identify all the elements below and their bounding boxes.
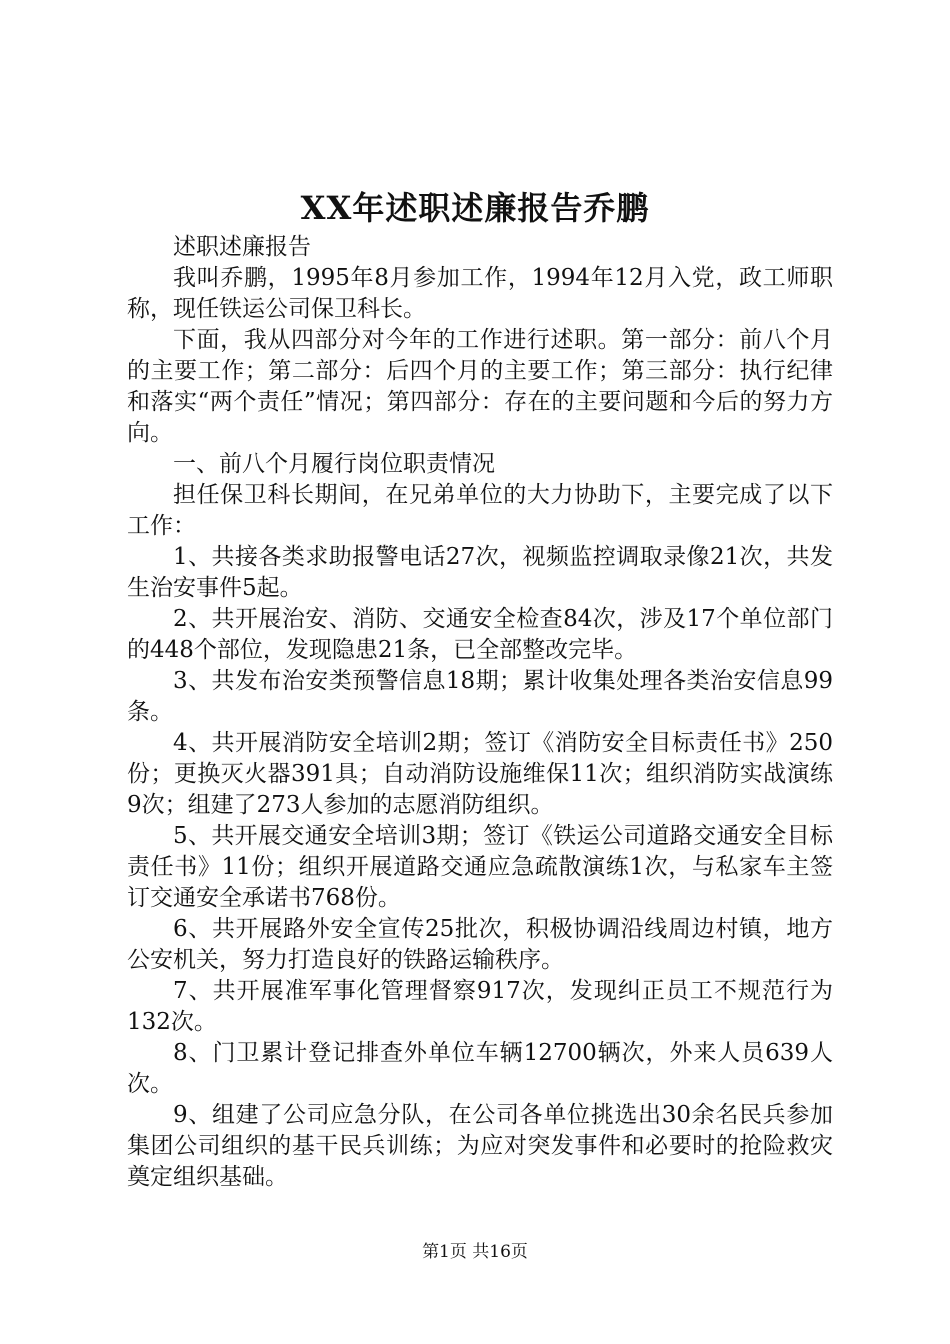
list-item-6: 6、共开展路外安全宣传25批次，积极协调沿线周边村镇，地方公安机关，努力打造良好的铁路运输秩序。 — [127, 916, 833, 973]
paragraph-heading: 述职述廉报告 — [173, 234, 311, 260]
list-item-9: 9、组建了公司应急分队，在公司各单位挑选出30余名民兵参加集团公司组织的基干民兵训练；为应对突发事件和必要时的抢险救灾奠定组织基础。 — [127, 1102, 833, 1190]
document-title: XX年述职述廉报告乔鹏 — [300, 189, 650, 227]
paragraph-outline: 下面，我从四部分对今年的工作进行述职。第一部分：前八个月的主要工作；第二部分：后四个月的主要工作；第三部分：执行纪律和落实“两个责任”情况；第四部分：存在的主要问题和今后的努力方向。 — [127, 327, 833, 446]
list-item-5: 5、共开展交通安全培训3期；签订《铁运公司道路交通安全目标责任书》11份；组织开展道路交通应急疏散演练1次，与私家车主签订交通安全承诺书768份。 — [127, 823, 833, 911]
paragraph-summary: 担任保卫科长期间，在兄弟单位的大力协助下，主要完成了以下工作： — [127, 482, 833, 539]
document-body — [127, 232, 833, 1193]
list-item-8: 8、门卫累计登记排查外单位车辆12700辆次，外来人员639人次。 — [127, 1040, 833, 1097]
list-item-2: 2、共开展治安、消防、交通安全检查84次，涉及17个单位部门的448个部位，发现隐患21条，已全部整改完毕。 — [127, 606, 833, 663]
list-item-1: 1、共接各类求助报警电话27次，视频监控调取录像21次，共发生治安事件5起。 — [127, 544, 833, 601]
page-number-footer: 第1页 共16页 — [422, 1242, 528, 1262]
list-item-3: 3、共发布治安类预警信息18期；累计收集处理各类治安信息99条。 — [127, 668, 833, 725]
list-item-4: 4、共开展消防安全培训2期；签订《消防安全目标责任书》250份；更换灭火器391具；自动消防设施维保11次；组织消防实战演练9次；组建了273人参加的志愿消防组织。 — [127, 730, 833, 818]
list-item-7: 7、共开展准军事化管理督察917次，发现纠正员工不规范行为132次。 — [127, 978, 833, 1035]
paragraph-intro: 我叫乔鹏，1995年8月参加工作，1994年12月入党，政工师职称，现任铁运公司保卫科长。 — [127, 265, 833, 322]
section-heading-1: 一、前八个月履行岗位职责情况 — [173, 451, 495, 477]
